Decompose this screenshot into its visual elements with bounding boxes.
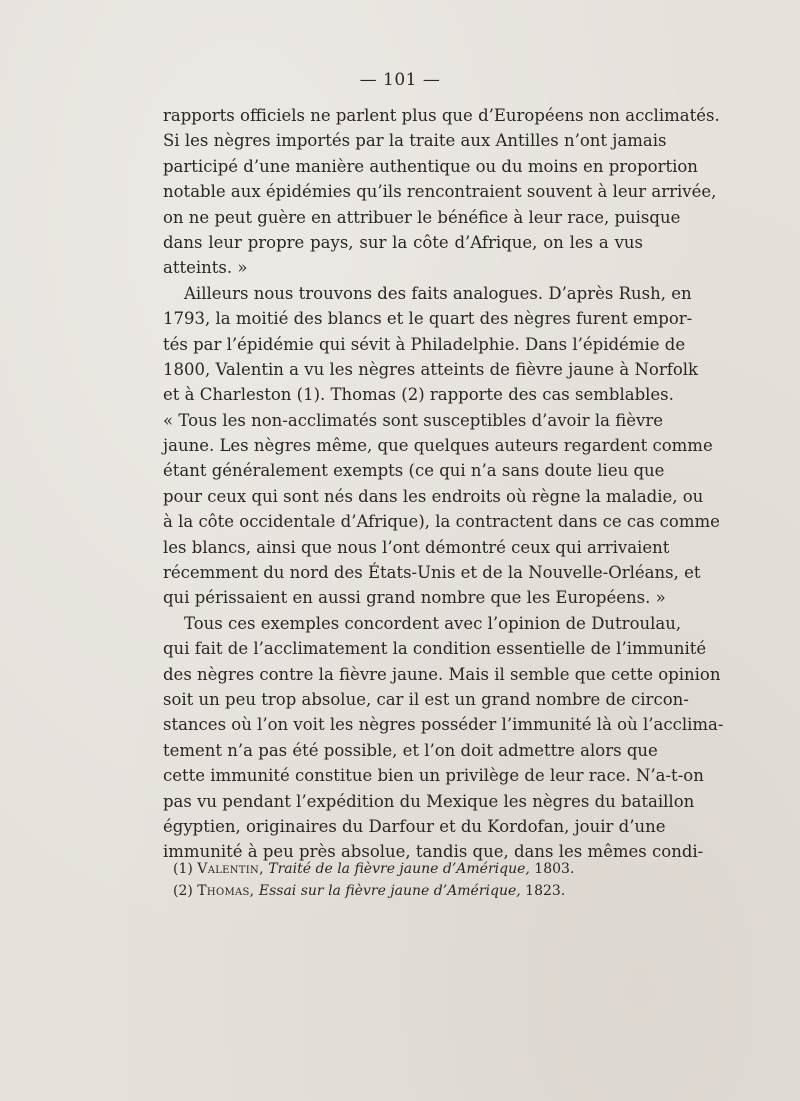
footnote-year: 1803.: [529, 861, 575, 877]
text-line: étant généralement exempts (ce qui n’a sans doute lieu que: [163, 461, 665, 481]
text-line: récemment du nord des États-Unis et de la Nouvelle-Orléans, et: [163, 563, 701, 583]
footnote: [173, 858, 643, 880]
footnote: [173, 880, 643, 902]
text-line: Tous ces exemples concordent avec l’opinion de Dutroulau,: [184, 613, 682, 633]
footnotes: [173, 858, 643, 902]
text-line: tés par l’épidémie qui sévit à Philadelphie. Dans l’épidémie de: [163, 334, 686, 354]
text-line: 1800, Valentin a vu les nègres atteints de fièvre jaune à Norfolk: [163, 359, 699, 379]
text-line: stances où l’on voit les nègres posséder l’immunité là où l’acclima-: [163, 715, 724, 735]
text-line: soit un peu trop absolue, car il est un grand nombre de circon-: [163, 689, 689, 709]
footnote-author: Valentin,: [197, 861, 264, 877]
footnote-author: Thomas,: [197, 883, 255, 899]
text-line: qui périssaient en aussi grand nombre que les Européens. »: [163, 588, 666, 608]
text-line: pas vu pendant l’expédition du Mexique les nègres du bataillon: [163, 791, 695, 811]
footnote-title: Traité de la fièvre jaune d’Amérique,: [268, 861, 530, 877]
text-line: atteints. »: [163, 258, 248, 278]
footnote-year: 1823.: [520, 883, 566, 899]
text-line: « Tous les non-acclimatés sont susceptibles d’avoir la fièvre: [163, 410, 663, 430]
text-line: pour ceux qui sont nés dans les endroits où règne la maladie, ou: [163, 486, 704, 506]
text-line: jaune. Les nègres même, que quelques auteurs regardent comme: [163, 436, 713, 456]
text-line: participé d’une manière authentique ou du moins en proportion: [163, 156, 698, 176]
text-line: égyptien, originaires du Darfour et du Kordofan, jouir d’une: [163, 816, 666, 836]
text-line: immunité à peu près absolue, tandis que, dans les mêmes condi-: [163, 842, 704, 862]
text-line: à la côte occidentale d’Afrique), la contractent dans ce cas comme: [163, 512, 720, 532]
text-line: cette immunité constitue bien un privilège de leur race. N’a-t-on: [163, 766, 704, 786]
text-line: et à Charleston (1). Thomas (2) rapporte des cas semblables.: [163, 385, 674, 405]
page-number: — 101 —: [359, 70, 441, 90]
text-line: qui fait de l’acclimatement la condition essentielle de l’immunité: [163, 639, 707, 659]
text-line: notable aux épidémies qu’ils rencontraient souvent à leur arrivée,: [163, 182, 717, 202]
text-line: les blancs, ainsi que nous l’ont démontré ceux qui arrivaient: [163, 537, 670, 557]
text-line: des nègres contre la fièvre jaune. Mais il semble que cette opinion: [163, 664, 721, 684]
text-line: on ne peut guère en attribuer le bénéfice à leur race, puisque: [163, 207, 681, 227]
footnote-number: (1): [173, 861, 198, 877]
text-line: Ailleurs nous trouvons des faits analogues. D’après Rush, en: [184, 283, 692, 303]
footnote-title: Essai sur la fièvre jaune d’Amérique,: [258, 883, 521, 899]
footnote-number: (2): [173, 883, 198, 899]
text-line: tement n’a pas été possible, et l’on doit admettre alors que: [163, 740, 658, 760]
text-line: dans leur propre pays, sur la côte d’Afrique, on les a vus: [163, 232, 643, 252]
text-line: rapports officiels ne parlent plus que d’Européens non acclimatés.: [163, 106, 720, 125]
text-line: Si les nègres importés par la traite aux Antilles n’ont jamais: [163, 131, 667, 151]
body-text: [163, 103, 724, 865]
text-line: 1793, la moitié des blancs et le quart des nègres furent empor-: [163, 309, 693, 329]
